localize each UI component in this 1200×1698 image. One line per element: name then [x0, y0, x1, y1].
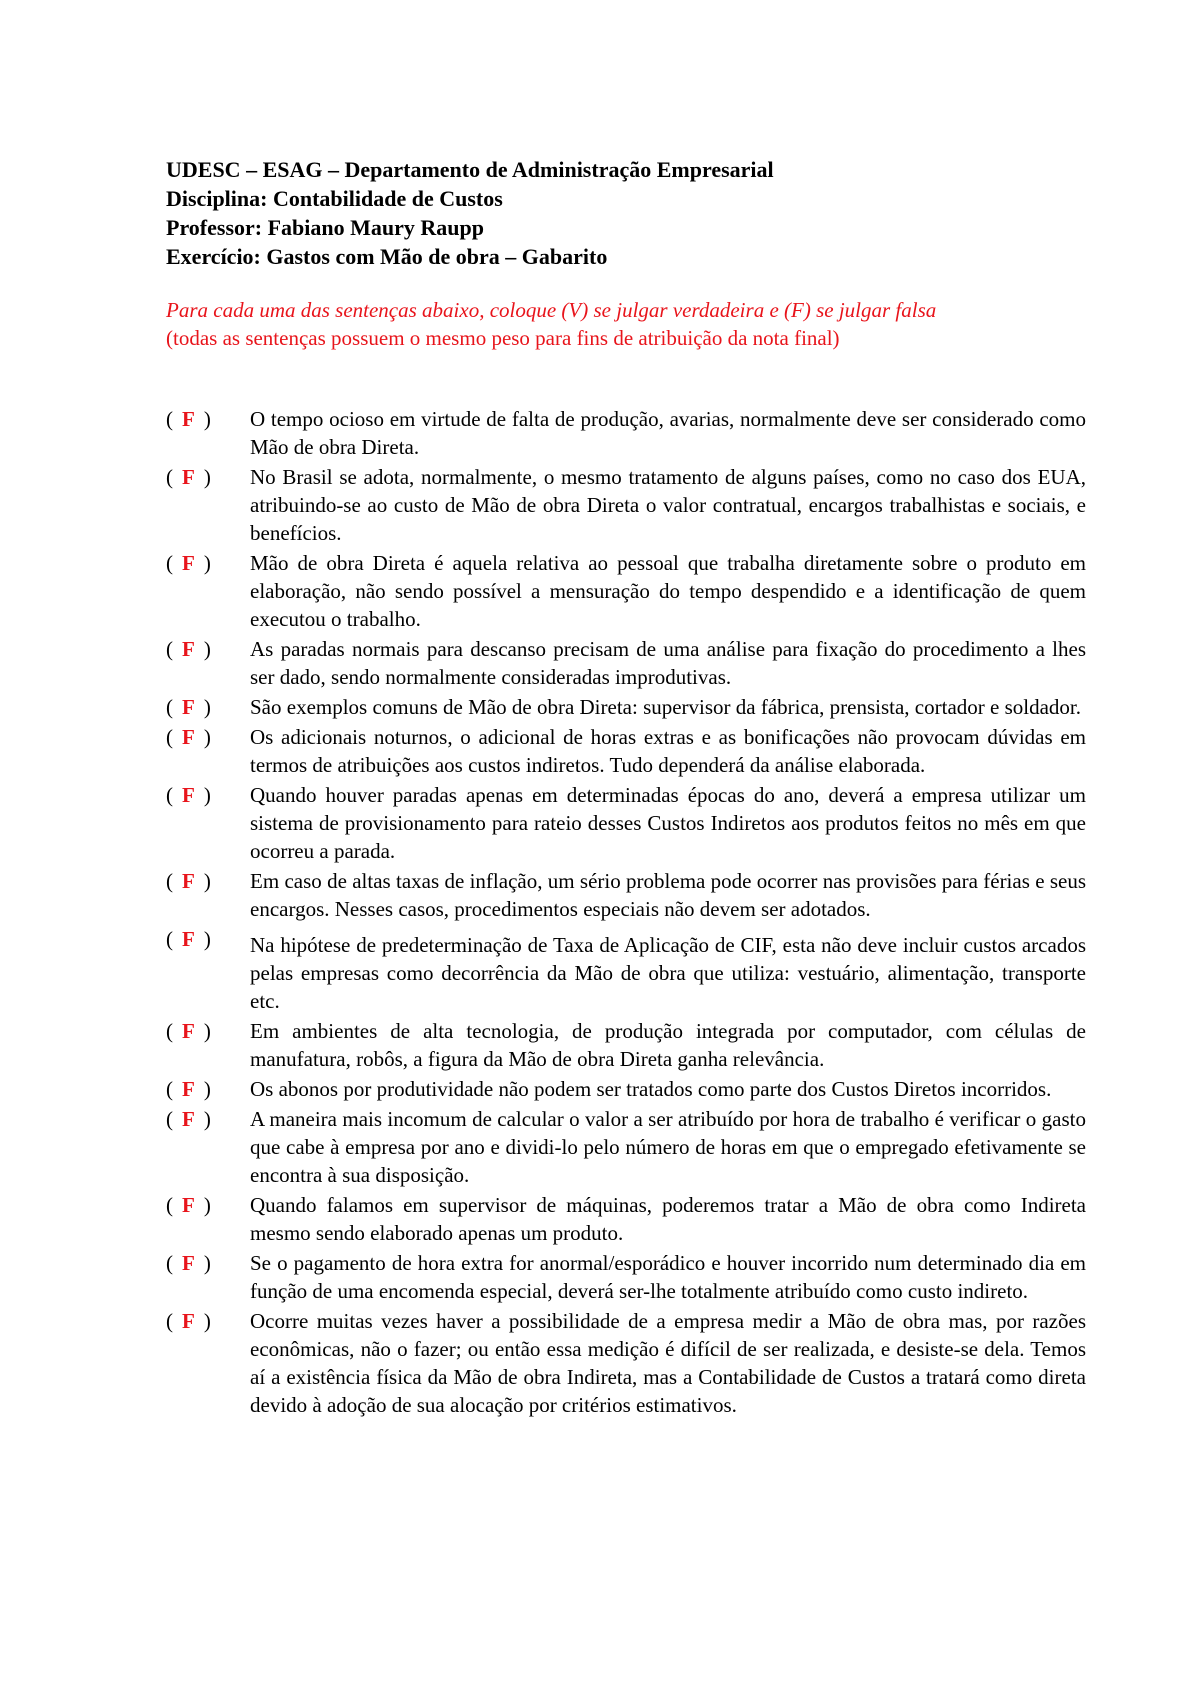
statement-item [166, 693, 1086, 721]
answer-value: F [182, 1193, 195, 1217]
answer-value: F [182, 927, 195, 951]
document-header [166, 155, 1086, 271]
answer-mark: ( F ) [166, 1251, 211, 1275]
instruction-note: (todas as sentenças possuem o mesmo peso para fins de atribuição da nota final) [166, 326, 840, 350]
statement-item [166, 549, 1086, 633]
statement-item [166, 925, 1086, 1015]
answer-value: F [182, 551, 195, 575]
answer-mark: ( F ) [166, 1107, 211, 1131]
answer-mark: ( F ) [166, 725, 211, 749]
statement-item [166, 1249, 1086, 1305]
header-institution: UDESC – ESAG – Departamento de Administração Empresarial [166, 157, 774, 182]
answer-value: F [182, 407, 195, 431]
answer-value: F [182, 695, 195, 719]
answer-mark: ( F ) [166, 1309, 211, 1333]
answer-mark: ( F ) [166, 551, 211, 575]
statement-item [166, 463, 1086, 547]
header-discipline: Disciplina: Contabilidade de Custos [166, 186, 503, 211]
answer-mark: ( F ) [166, 783, 211, 807]
header-exercise: Exercício: Gastos com Mão de obra – Gabarito [166, 244, 608, 269]
answer-mark: ( F ) [166, 407, 211, 431]
statement-item [166, 635, 1086, 691]
statement-item [166, 1307, 1086, 1419]
statement-text: Os abonos por produtividade não podem ser tratados como parte dos Custos Diretos incorridos. [250, 1077, 1052, 1101]
answer-value: F [182, 783, 195, 807]
answer-mark: ( F ) [166, 695, 211, 719]
statement-text: A maneira mais incomum de calcular o valor a ser atribuído por hora de trabalho é verificar o gasto que cabe à empresa por ano e dividi-lo pelo número de horas em que o empregado efetivamente se encontra à sua disposição. [250, 1107, 1086, 1187]
statement-item [166, 1075, 1086, 1103]
answer-value: F [182, 1077, 195, 1101]
answer-value: F [182, 637, 195, 661]
statement-item [166, 723, 1086, 779]
statement-list [166, 405, 1086, 1421]
statement-text: Mão de obra Direta é aquela relativa ao pessoal que trabalha diretamente sobre o produto em elaboração, não sendo possível a mensuração do tempo despendido e a identificação de quem executou o trabalho. [250, 551, 1086, 631]
answer-mark: ( F ) [166, 637, 211, 661]
statement-text: As paradas normais para descanso precisam de uma análise para fixação do procedimento a lhes ser dado, sendo normalmente consideradas improdutivas. [250, 637, 1086, 689]
statement-item [166, 781, 1086, 865]
statement-item [166, 1105, 1086, 1189]
statement-item [166, 867, 1086, 923]
statement-text: Se o pagamento de hora extra for anormal/esporádico e houver incorrido num determinado dia em função de uma encomenda especial, deverá ser-lhe totalmente atribuído como custo indireto. [250, 1251, 1086, 1303]
statement-text: Na hipótese de predeterminação de Taxa de Aplicação de CIF, esta não deve incluir custos arcados pelas empresas como decorrência da Mão de obra que utiliza: vestuário, alimentação, transporte etc. [250, 933, 1086, 1013]
statement-text: Quando falamos em supervisor de máquinas, poderemos tratar a Mão de obra como Indireta mesmo sendo elaborado apenas um produto. [250, 1193, 1086, 1245]
statement-item [166, 1191, 1086, 1247]
statement-text: São exemplos comuns de Mão de obra Direta: supervisor da fábrica, prensista, cortador e soldador. [250, 695, 1081, 719]
answer-mark: ( F ) [166, 1019, 211, 1043]
statement-item [166, 405, 1086, 461]
answer-mark: ( F ) [166, 1193, 211, 1217]
statement-text: Em caso de altas taxas de inflação, um sério problema pode ocorrer nas provisões para férias e seus encargos. Nesses casos, procedimentos especiais não devem ser adotados. [250, 869, 1086, 921]
instruction-main: Para cada uma das sentenças abaixo, coloque (V) se julgar verdadeira e (F) se julgar falsa [166, 298, 937, 322]
instructions [166, 296, 1096, 352]
answer-value: F [182, 1019, 195, 1043]
statement-text: No Brasil se adota, normalmente, o mesmo tratamento de alguns países, como no caso dos EUA, atribuindo-se ao custo de Mão de obra Direta o valor contratual, encargos trabalhistas e sociais, e benefícios. [250, 465, 1086, 545]
answer-mark: ( F ) [166, 1077, 211, 1101]
answer-mark: ( F ) [166, 869, 211, 893]
statement-text: Em ambientes de alta tecnologia, de produção integrada por computador, com células de manufatura, robôs, a figura da Mão de obra Direta ganha relevância. [250, 1019, 1086, 1071]
statement-text: Quando houver paradas apenas em determinadas épocas do ano, deverá a empresa utilizar um sistema de provisionamento para rateio desses Custos Indiretos aos produtos feitos no mês em que ocorreu a parada. [250, 783, 1086, 863]
answer-value: F [182, 1251, 195, 1275]
answer-value: F [182, 869, 195, 893]
answer-value: F [182, 725, 195, 749]
statement-text: Os adicionais noturnos, o adicional de horas extras e as bonificações não provocam dúvidas em termos de atribuições aos custos indiretos. Tudo dependerá da análise elaborada. [250, 725, 1086, 777]
statement-text: O tempo ocioso em virtude de falta de produção, avarias, normalmente deve ser considerado como Mão de obra Direta. [250, 407, 1086, 459]
answer-value: F [182, 1107, 195, 1131]
header-professor: Professor: Fabiano Maury Raupp [166, 215, 484, 240]
statement-text: Ocorre muitas vezes haver a possibilidade de a empresa medir a Mão de obra mas, por razões econômicas, não o fazer; ou então essa medição é difícil de ser realizada, e desiste-se dela. Temos aí a existência física da Mão de obra Indireta, mas a Contabilidade de Custos a tratará como direta devido à adoção de sua alocação por critérios estimativos. [250, 1309, 1086, 1417]
statement-item [166, 1017, 1086, 1073]
answer-mark: ( F ) [166, 927, 211, 951]
answer-mark: ( F ) [166, 465, 211, 489]
answer-value: F [182, 1309, 195, 1333]
answer-value: F [182, 465, 195, 489]
